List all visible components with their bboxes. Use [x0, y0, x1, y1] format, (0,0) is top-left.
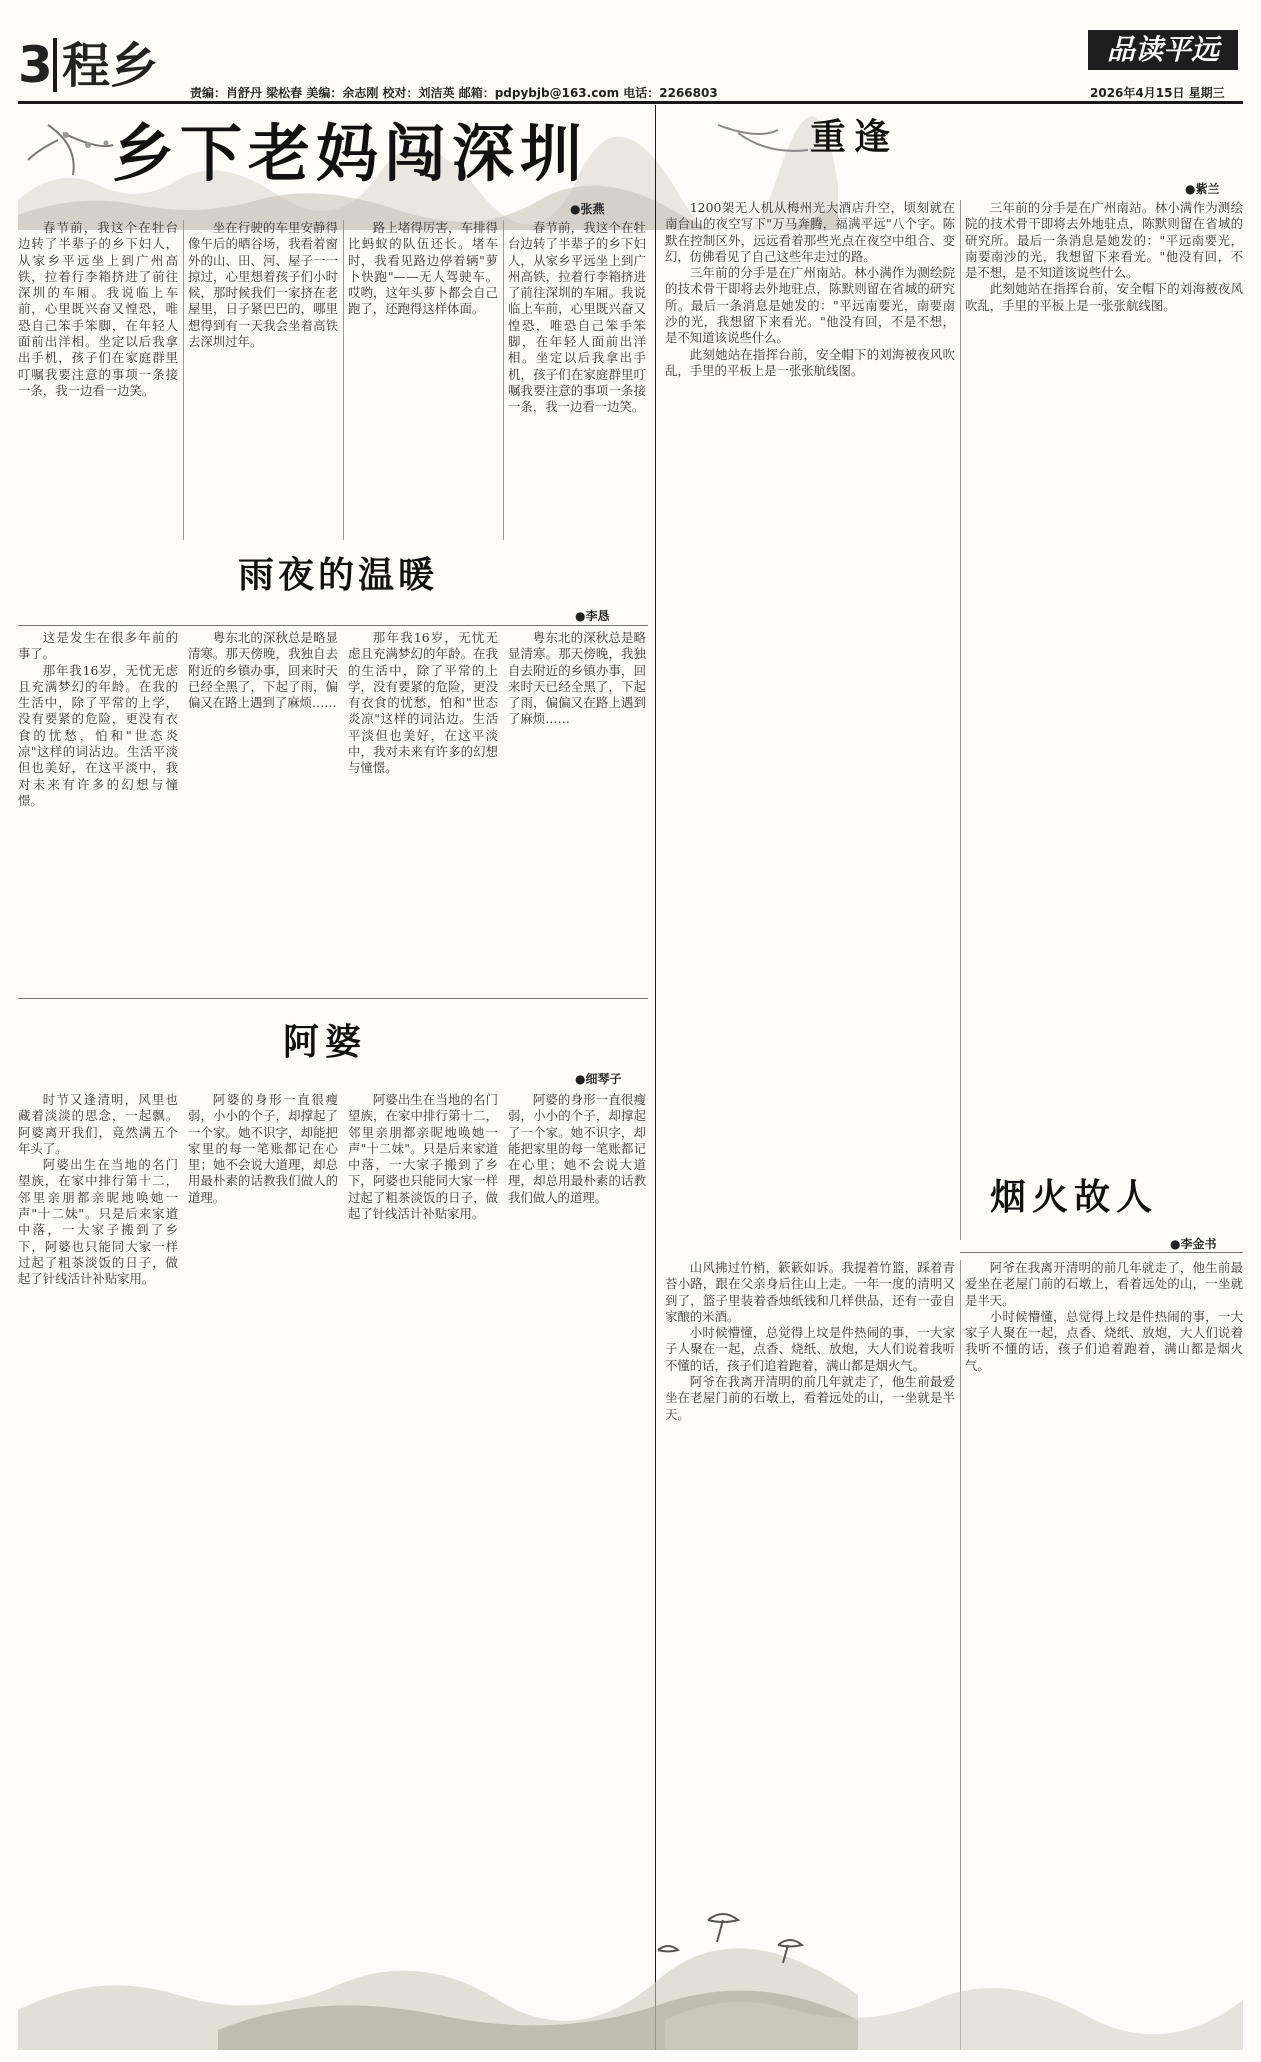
- column-divider-main: [655, 105, 656, 2050]
- column-a4-1: [665, 200, 955, 1240]
- column-a5-2: [965, 1260, 1243, 2050]
- column-a3-2: [188, 1092, 338, 1652]
- column-a3-3: [348, 1092, 498, 1652]
- column-a2-4: [508, 630, 646, 990]
- column-a2-2: [188, 630, 338, 990]
- article-title-grandma: 阿婆: [283, 1021, 368, 1063]
- paragraph: 路上堵得厉害，车排得比蚂蚁的队伍还长。堵车时，我看见路边停着辆"萝卜快跑"——无人驾驶车。哎哟，这年头萝卜都会自己跑了，还跑得这样体面。: [348, 220, 498, 317]
- paragraph: 小时候懵懂，总觉得上坟是件热闹的事，一大家子人聚在一起，点香、烧纸、放炮，大人们说着我听不懂的话，孩子们追着跑着，满山都是烟火气。: [665, 1325, 955, 1373]
- paragraph: 春节前，我这个在牡台边转了半辈子的乡下妇人，从家乡平远坐上到广州高铁，拉着行李箱挤进了前往深圳的车厢。我说临上车前，心里既兴奋又惶恐，唯恐自己笨手笨脚，在年轻人面前出洋相。坐定以后我拿出手机，孩子们在家庭群里叮嘱我要注意的事项一条接一条，我一边看一边笑。: [508, 220, 646, 415]
- page-number: 3: [18, 36, 53, 94]
- article-author-a5: [1170, 1235, 1216, 1252]
- rule: [18, 998, 648, 999]
- column-logo: [1088, 30, 1238, 70]
- column-a1-1: [18, 220, 178, 540]
- page-number-divider: [53, 38, 57, 92]
- paragraph: 阿婆出生在当地的名门望族，在家中排行第十二，邻里亲朋都亲昵地唤她一声"十二妹"。只是后来家道中落，一大家子搬到了乡下，阿婆也只能同大家一样过起了粗茶淡饭的日子，做起了针线活计补贴家用。: [348, 1092, 498, 1222]
- author-name: ●李金书: [1170, 1237, 1217, 1251]
- rule: [960, 1252, 1243, 1253]
- paragraph: 三年前的分手是在广州南站。林小满作为测绘院的技术骨干即将去外地驻点，陈默则留在省城的研究所。最后一条消息是她发的："平远南要光，南要南沙的光，我想留下来看光。"他没有回，不是不想，是不知道该说些什么。: [665, 265, 955, 346]
- author-name: ●张燕: [570, 202, 605, 216]
- author-name: ●李恳: [575, 609, 610, 623]
- column-a4-2: [965, 200, 1243, 1240]
- article-title-reunion: 重逢: [810, 116, 899, 158]
- column-a3-4: [508, 1092, 646, 1652]
- paragraph: 阿婆出生在当地的名门望族，在家中排行第十二，邻里亲朋都亲昵地唤她一声"十二妹"。只是后来家道中落，一大家子搬到了乡下，阿婆也只能同大家一样过起了粗茶淡饭的日子，做起了针线活计补贴家用。: [18, 1157, 178, 1287]
- paragraph: 春节前，我这个在牡台边转了半辈子的乡下妇人，从家乡平远坐上到广州高铁，拉着行李箱挤进了前往深圳的车厢。我说临上车前，心里既兴奋又惶恐，唯恐自己笨手笨脚，在年轻人面前出洋相。坐定以后我拿出手机，孩子们在家庭群里叮嘱我要注意的事项一条接一条，我一边看一边笑。: [18, 220, 178, 398]
- paragraph: 1200架无人机从梅州光大酒店升空，顷刻就在南台山的夜空写下"万马奔腾，福满平远"八个字。陈默在控制区外，远远看着那些光点在夜空中组合、变幻，仿佛看见了自己这些年走过的路。: [665, 200, 955, 264]
- paragraph: 山风拂过竹梢，簌簌如诉。我提着竹篮，踩着青苔小路，跟在父亲身后往山上走。一年一度的清明又到了，篮子里装着香烛纸钱和几样供品，还有一壶自家酿的米酒。: [665, 1260, 955, 1324]
- paragraph: 那年我16岁，无忧无虑且充满梦幻的年龄。在我的生活中，除了平常的上学，没有要紧的危险，更没有衣食的忧愁，怕和"世态炎凉"这样的词沾边。生活平淡但也美好，在这平淡中，我对未来有许多的幻想与憧憬。: [18, 662, 178, 808]
- staff-line: 责编：肖舒丹 梁松春 美编：余志刚 校对：刘洁英 邮箱：pdpybjb@163.com 电话：2266803: [190, 86, 718, 100]
- column-a2-3: [348, 630, 498, 990]
- author-name: ●紫兰: [1185, 182, 1220, 196]
- paragraph: 阿婆的身形一直很瘦弱，小小的个子，却撑起了一个家。她不识字，却能把家里的每一笔账都记在心里；她不会说大道理，却总用最朴素的话教我们做人的道理。: [508, 1092, 646, 1205]
- paragraph: 粤东北的深秋总是略显清寒。那天傍晚，我独自去附近的乡镇办事，回来时天已经全黑了，下起了雨，偏偏又在路上遇到了麻烦……: [508, 630, 646, 727]
- mountain-illustration: [665, 1960, 1243, 2050]
- column-a1-4: [508, 220, 646, 540]
- paragraph: 那年我16岁，无忧无虑且充满梦幻的年龄。在我的生活中，除了平常的上学，没有要紧的危险，更没有衣食的忧愁，怕和"世态炎凉"这样的词沾边。生活平淡但也美好，在这平淡中，我对未来有许多的幻想与憧憬。: [348, 630, 498, 776]
- author-name: ●细琴子: [575, 1072, 622, 1086]
- paragraph: 坐在行驶的车里安静得像午后的晒谷场，我看着窗外的山、田、河、屋子一一掠过，心里想着孩子们小时候，那时候我们一家挤在老屋里，日子紧巴巴的，哪里想得到有一天我会坐着高铁去深圳过年。: [188, 220, 338, 350]
- column-logo-text: 品读平远: [1106, 33, 1219, 66]
- article-title-rainy-night: 雨夜的温暖: [238, 554, 439, 596]
- paragraph: 此刻她站在指挥台前，安全帽下的刘海被夜风吹乱，手里的平板上是一张张航线图。: [965, 281, 1243, 313]
- column-a3-1: [18, 1092, 178, 1652]
- section-title: 程乡: [62, 38, 159, 94]
- divider: [343, 220, 344, 540]
- paragraph: 阿爷在我离开清明的前几年就走了，他生前最爱坐在老屋门前的石墩上，看着远处的山，一坐就是半天。: [965, 1260, 1243, 1308]
- column-a1-3: [348, 220, 498, 540]
- paragraph: 三年前的分手是在广州南站。林小满作为测绘院的技术骨干即将去外地驻点，陈默则留在省城的研究所。最后一条消息是她发的："平远南要光，南要南沙的光，我想留下来看光。"他没有回，不是不想，是不知道该说些什么。: [965, 200, 1243, 281]
- divider: [503, 220, 504, 540]
- column-a1-2: [188, 220, 338, 540]
- divider: [960, 200, 961, 1240]
- paragraph: 小时候懵懂，总觉得上坟是件热闹的事，一大家子人聚在一起，点香、烧纸、放炮，大人们说着我听不懂的话，孩子们追着跑着，满山都是烟火气。: [965, 1308, 1243, 1373]
- rule: [18, 625, 648, 626]
- column-a2-1: [18, 630, 178, 990]
- article-author-a4: [1185, 180, 1219, 197]
- paragraph: 此刻她站在指挥台前，安全帽下的刘海被夜风吹乱，手里的平板上是一张张航线图。: [665, 346, 955, 378]
- article-title-village-mother: 乡下老妈闯深圳: [112, 117, 589, 190]
- issue-date: 2026年4月15日 星期三: [1090, 86, 1225, 100]
- article-author-a2: [575, 607, 609, 624]
- paragraph: 这是发生在很多年前的事了。: [18, 630, 178, 662]
- header-rule: [18, 101, 1243, 104]
- article-title-fireworks-old-friend: 烟火故人: [990, 1176, 1159, 1218]
- divider: [960, 1260, 961, 2050]
- paragraph: 阿婆的身形一直很瘦弱，小小的个子，却撑起了一个家。她不识字，却能把家里的每一笔账都记在心里；她不会说大道理，却总用最朴素的话教我们做人的道理。: [188, 1092, 338, 1205]
- column-a5-1: [665, 1260, 955, 2050]
- paragraph: 粤东北的深秋总是略显清寒。那天傍晚，我独自去附近的乡镇办事，回来时天已经全黑了，下起了雨，偏偏又在路上遇到了麻烦……: [188, 630, 338, 711]
- article-author-a1: [570, 200, 604, 217]
- divider: [183, 220, 184, 540]
- paragraph: 阿爷在我离开清明的前几年就走了，他生前最爱坐在老屋门前的石墩上，看着远处的山，一坐就是半天。: [665, 1374, 955, 1422]
- paragraph: 时节又逢清明，风里也藏着淡淡的思念，一起飘。阿婆离开我们，竟然满五个年头了。: [18, 1092, 178, 1156]
- article-author-a3: [575, 1070, 621, 1087]
